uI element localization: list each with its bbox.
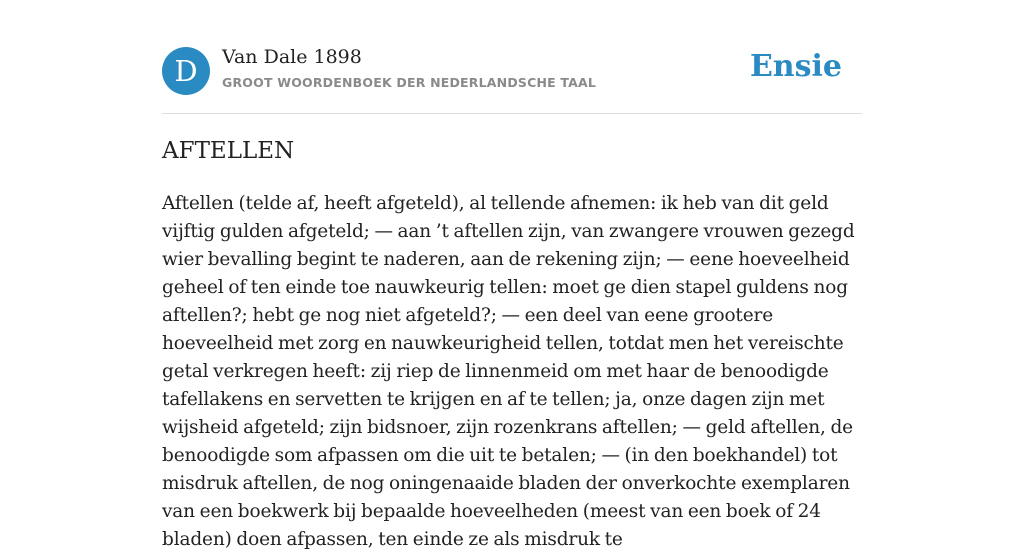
header [162, 0, 862, 114]
page-container [162, 0, 862, 550]
dictionary-subtitle: GROOT WOORDENBOEK DER NEDERLANDSCHE TAAL [222, 75, 597, 90]
entry-definition: Aftellen (telde af, heeft afgeteld), al tellende afnemen: ik heb van dit geld vijftig gulden afgeteld; — aan ’t aftellen zijn, van zwangere vrouwen gezegd wier bevalling begint te naderen, aan de rekening zijn; — eene hoeveelheid geheel of ten einde toe nauwkeurig tellen: moet ge dien stapel guldens nog aftellen?; hebt ge nog niet afgeteld?; — een deel van eene grootere hoeveelheid met zorg en nauwkeurigheid tellen, totdat men het vereischte getal verkregen heeft: zij riep de linnenmeid om met haar de benoodigde tafellakens en servetten te krijgen en af te tellen; ja, onze dagen zijn met wijsheid afgeteld; zijn bidsnoer, zijn rozenkrans aftellen; — geld aftellen, de benoodigde som afpassen om die uit te betalen; — (in den boekhandel) tot misdruk aftellen, de nog oningenaaide bladen der onverkochte exemplaren van een boekwerk bij bepaalde hoeveelheden (meest van een boek of 24 bladen) doen afpassen, ten einde ze als misdruk te [162, 193, 855, 550]
entry-headword: AFTELLEN [162, 138, 295, 164]
dictionary-avatar[interactable]: D [162, 47, 210, 95]
ensie-logo[interactable]: Ensie [749, 49, 842, 84]
dictionary-title[interactable]: Van Dale 1898 [222, 46, 362, 68]
